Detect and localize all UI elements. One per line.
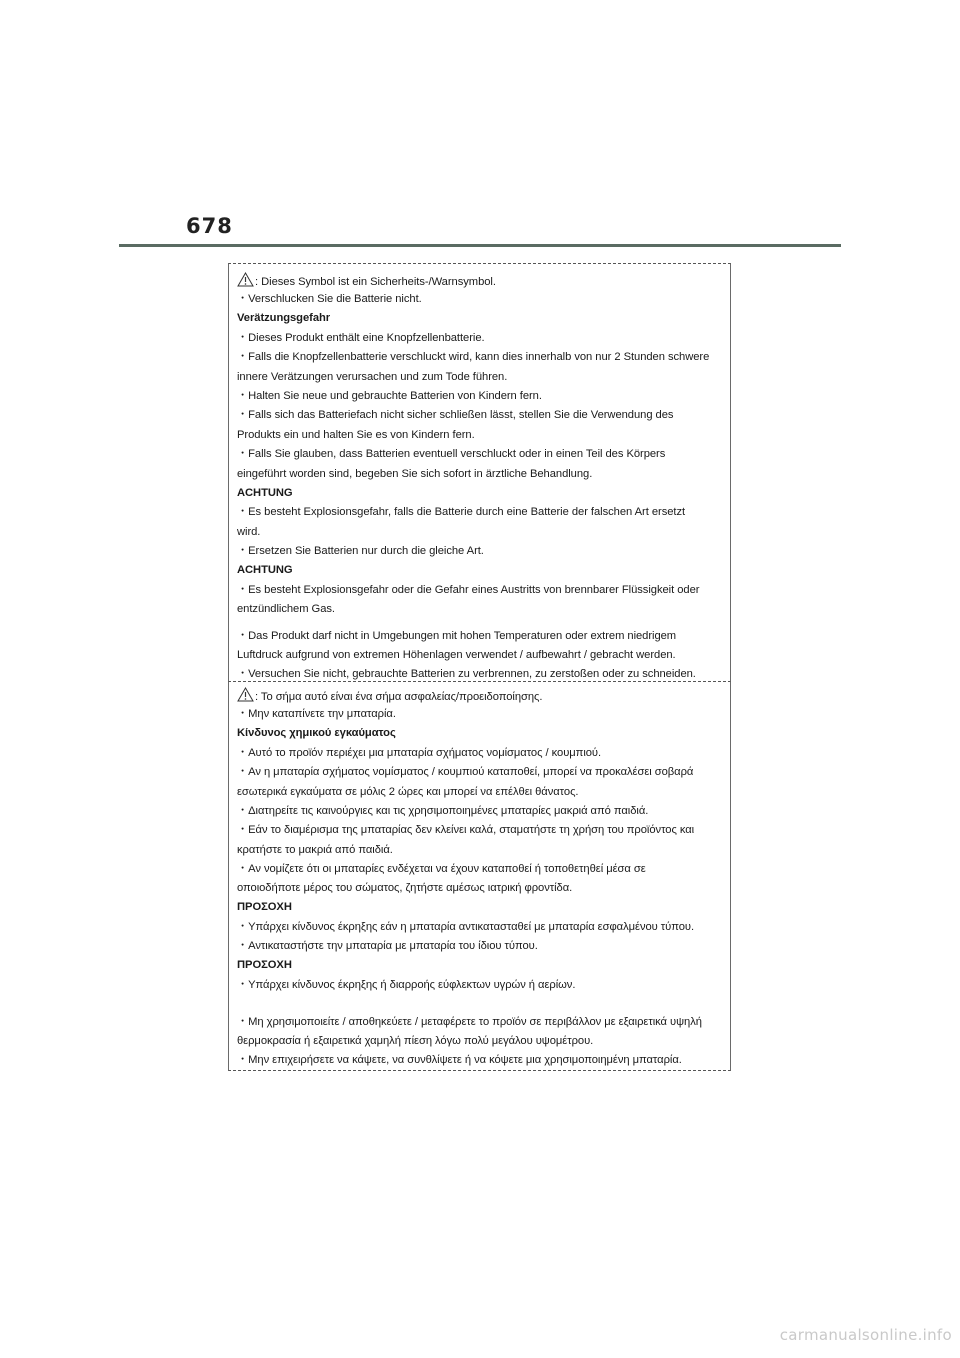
greek-heading-caution: ΠΡΟΣΟΧΗ [237, 901, 292, 913]
german-line: ・Dieses Produkt enthält eine Knopfzellenbatterie. [237, 332, 485, 344]
greek-heading-caution: ΠΡΟΣΟΧΗ [237, 959, 292, 971]
greek-line: ・Υπάρχει κίνδυνος έκρηξης εάν η μπαταρία αντικατασταθεί με μπαταρία εσφαλμένου τύπου. [237, 921, 695, 933]
german-line: ・Ersetzen Sie Batterien nur durch die gleiche Art. [237, 545, 484, 557]
greek-line: οποιοδήποτε μέρος του σώματος, ζητήστε αμέσως ιατρική φροντίδα. [237, 882, 573, 894]
greek-line: ・Αν νομίζετε ότι οι μπαταρίες ενδέχεται να έχουν καταποθεί ή τοποθετηθεί μέσα σε [237, 863, 646, 875]
greek-symbol-text: : Το σήμα αυτό είναι ένα σήμα ασφαλείας/προειδοποίησης. [255, 691, 543, 703]
greek-line: ・Διατηρείτε τις καινούργιες και τις χρησιμοποιημένες μπαταρίες μακριά από παιδιά. [237, 805, 649, 817]
greek-line: ・Αυτό το προϊόν περιέχει μια μπαταρία σχήματος νομίσματος / κουμπιού. [237, 747, 602, 759]
greek-line: ・Υπάρχει κίνδυνος έκρηξης ή διαρροής εύφλεκτων υγρών ή αερίων. [237, 979, 576, 991]
warning-triangle-icon [237, 272, 254, 287]
greek-line: ・Μην καταπίνετε την μπαταρία. [237, 708, 396, 720]
german-line: innere Verätzungen verursachen und zum Tode führen. [237, 371, 508, 383]
greek-line: ・Μη χρησιμοποιείτε / αποθηκεύετε / μεταφέρετε το προϊόν σε περιβάλλον με εξαιρετικά υψηλή [237, 1016, 702, 1028]
german-heading-achtung: ACHTUNG [237, 564, 293, 576]
german-line: wird. [237, 526, 261, 538]
greek-line: θερμοκρασία ή εξαιρετικά χαμηλή πίεση λόγω πολύ μεγάλου υψομέτρου. [237, 1035, 594, 1047]
german-symbol-text: : Dieses Symbol ist ein Sicherheits-/Warnsymbol. [255, 276, 496, 288]
german-line: ・Das Produkt darf nicht in Umgebungen mit hohen Temperaturen oder extrem niedrigem [237, 630, 677, 642]
greek-line: ・Εάν το διαμέρισμα της μπαταρίας δεν κλείνει καλά, σταματήστε τη χρήση του προϊόντος και [237, 824, 695, 836]
greek-line: ・Αν η μπαταρία σχήματος νομίσματος / κουμπιού καταποθεί, μπορεί να προκαλέσει σοβαρά [237, 766, 694, 778]
watermark: carmanualsonline.info [779, 1326, 952, 1344]
german-heading-corrosion: Verätzungsgefahr [237, 312, 331, 324]
german-line: ・Es besteht Explosionsgefahr, falls die Batterie durch eine Batterie der falschen Art ersetzt [237, 506, 686, 518]
german-line: ・Falls sich das Batteriefach nicht sicher schließen lässt, stellen Sie die Verwendung des [237, 409, 674, 421]
greek-line: ・Μην επιχειρήσετε να κάψετε, να συνθλίψετε ή να κόψετε μια χρησιμοποιημένη μπαταρία. [237, 1054, 682, 1066]
greek-warning-box [228, 681, 731, 1071]
greek-symbol-line [237, 687, 542, 704]
german-line: eingeführt worden sind, begeben Sie sich sofort in ärztliche Behandlung. [237, 468, 593, 480]
greek-heading-chemical-burn: Κίνδυνος χημικού εγκαύματος [237, 727, 396, 739]
german-line: entzündlichem Gas. [237, 603, 335, 615]
greek-line: ・Αντικαταστήστε την μπαταρία με μπαταρία του ίδιου τύπου. [237, 940, 538, 952]
german-symbol-line [237, 272, 496, 289]
german-line: ・Versuchen Sie nicht, gebrauchte Batterien zu verbrennen, zu zerstoßen oder zu schneiden. [237, 668, 696, 680]
german-line: ・Verschlucken Sie die Batterie nicht. [237, 293, 422, 305]
german-line: ・Halten Sie neue und gebrauchte Batterien von Kindern fern. [237, 390, 542, 402]
german-line: ・Es besteht Explosionsgefahr oder die Gefahr eines Austritts von brennbarer Flüssigkeit oder [237, 584, 700, 596]
german-line: Luftdruck aufgrund von extremen Höhenlagen verwendet / aufbewahrt / gebracht werden. [237, 649, 676, 661]
greek-line: εσωτερικά εγκαύματα σε μόλις 2 ώρες και μπορεί να επέλθει θάνατος. [237, 786, 579, 798]
german-line: ・Falls Sie glauben, dass Batterien eventuell verschluckt oder in einen Teil des Körpers [237, 448, 666, 460]
german-line: Produkts ein und halten Sie es von Kindern fern. [237, 429, 475, 441]
header-rule [119, 244, 841, 247]
german-warning-box [228, 263, 731, 681]
warning-triangle-icon [237, 687, 254, 702]
german-heading-achtung: ACHTUNG [237, 487, 293, 499]
greek-line: κρατήστε το μακριά από παιδιά. [237, 844, 393, 856]
page-number: 678 [186, 214, 233, 238]
german-line: ・Falls die Knopfzellenbatterie verschluckt wird, kann dies innerhalb von nur 2 Stunden schwere [237, 351, 710, 363]
